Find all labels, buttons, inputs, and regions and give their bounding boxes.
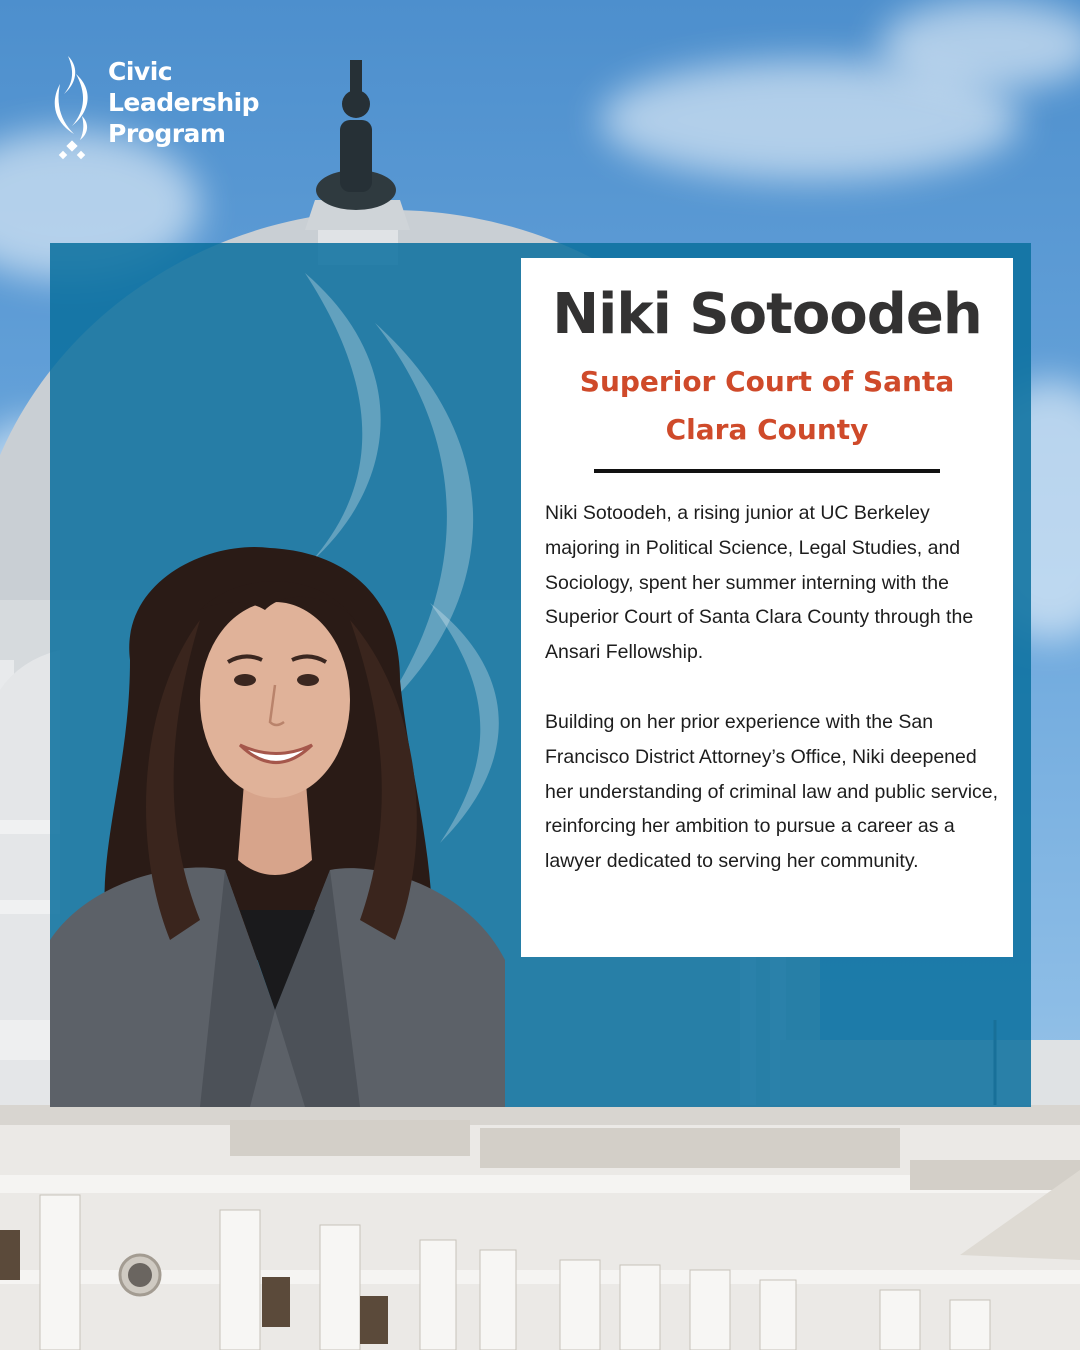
organization-title bbox=[561, 358, 973, 454]
logo-line-1: Civic bbox=[108, 57, 173, 86]
divider-line bbox=[594, 469, 940, 473]
bio-paragraph-1: Niki Sotoodeh, a rising junior at UC Berkeley majoring in Political Science, Legal Studies, and Sociology, spent her summer interning with the Superior Court of Santa Clara County through the Ansari Fellowship. bbox=[545, 502, 974, 664]
civic-leadership-program-logo bbox=[46, 54, 286, 164]
profile-name: Niki Sotoodeh bbox=[552, 282, 982, 347]
profile-card bbox=[521, 258, 1013, 957]
flame-logo-icon bbox=[46, 54, 106, 164]
bio-paragraph-2: Building on her prior experience with the San Francisco District Attorney’s Office, Niki deepened her understanding of criminal law and public service, reinforcing her ambition to pursue a career as a lawyer dedicated to serving her community. bbox=[545, 710, 999, 873]
logo-line-2: Leadership bbox=[108, 88, 260, 117]
bio-text bbox=[545, 496, 1001, 914]
logo-line-3: Program bbox=[108, 119, 226, 148]
organization-line-2: Clara County bbox=[665, 413, 869, 446]
organization-line-1: Superior Court of Santa bbox=[579, 365, 955, 398]
portrait-photo bbox=[50, 540, 505, 1107]
logo-text bbox=[108, 56, 259, 149]
